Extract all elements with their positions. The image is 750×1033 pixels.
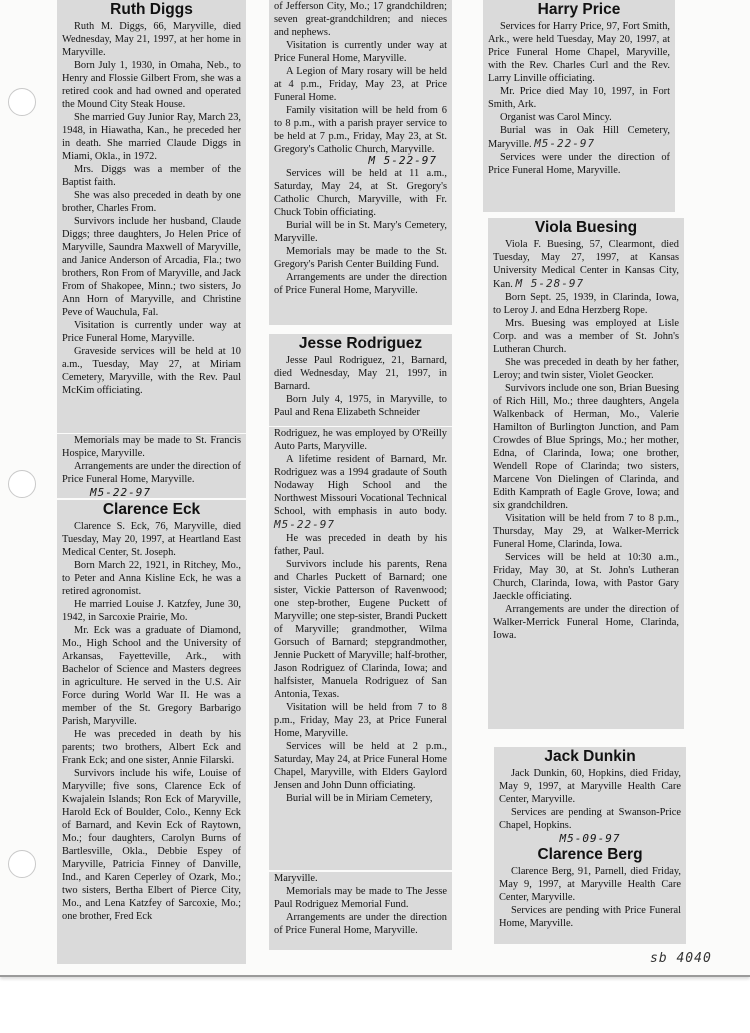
paragraph: Rodriguez, he was employed by O'Reilly Auto Parts, Maryville. [274, 428, 447, 452]
paragraph: Maryville. [274, 873, 318, 884]
paragraph: Mrs. Buesing was employed at Lisle Corp. and was a member of St. John's Lutheran Church. [493, 318, 679, 355]
obituary-jesse-rodriguez [269, 334, 452, 426]
handwritten-date-stamp: M5-22-97 [90, 486, 151, 498]
paragraph: He married Louise J. Katzfey, June 30, 1942, in Sarcoxie Prairie, Mo. [62, 599, 241, 623]
handwritten-date-stamp: M 5-22-97 [368, 154, 437, 167]
paragraph: Born July 1, 1930, in Omaha, Neb., to Henry and Flossie Gilbert From, she was a retired cook and had owned and operated the Mound City Steak House. [62, 60, 241, 110]
handwritten-date-stamp: M 5-28-97 [515, 277, 585, 290]
paragraph [493, 238, 679, 291]
paragraph: Jack Dunkin, 60, Hopkins, died Friday, May 9, 1997, at Maryville Health Care Center, Maryville. [499, 768, 681, 805]
obituary-clarence-eck-continued [269, 0, 452, 325]
punch-hole [8, 850, 36, 878]
obituary-viola-buesing [488, 218, 684, 729]
obituary-jesse-rodriguez-end [269, 872, 452, 950]
paragraph: Visitation is currently under way at Price Funeral Home, Maryville. [62, 320, 241, 344]
paragraph: Clarence S. Eck, 76, Maryville, died Tuesday, May 20, 1997, at Heartland East Medical Center, St. Joseph. [62, 521, 241, 558]
paragraph: Visitation will be held from 7 to 8 p.m., Friday, May 23, at Price Funeral Home, Maryville. [274, 702, 447, 739]
paragraph: Memorials may be made to St. Francis Hospice, Maryville. [62, 435, 241, 459]
paragraph: Visitation will be held from 7 to 8 p.m., Thursday, May 29, at Walker-Merrick Funeral Home, Clarinda, Iowa. [493, 513, 679, 550]
paragraph: Memorials may be made to the St. Gregory's Parish Center Building Fund. [274, 246, 447, 270]
obituary-title: Viola Buesing [534, 219, 638, 236]
paragraph: He was preceded in death by his father, Paul. [274, 533, 447, 557]
handwritten-date-stamp: M5-09-97 [559, 832, 621, 845]
paragraph: She was preceded in death by her father, Leroy; and twin sister, Violet Geocker. [493, 357, 679, 381]
paragraph-text: Viola F. Buesing, 57, Clearmont, died Tuesday, May 27, 1997, at Kansas University Medical Center in Kansas City, Kan. [493, 239, 679, 290]
obituary-clarence-eck [57, 500, 246, 964]
paragraph: Graveside services will be held at 10 a.m., Tuesday, May 27, at Miriam Cemetery, Maryville, with the Rev. Paul McKim officiating. [62, 346, 241, 396]
obituary-title: Jesse Rodriguez [298, 335, 423, 352]
obituary-harry-price [483, 0, 675, 212]
paragraph: Survivors include one son, Brian Buesing of Rich Hill, Mo.; three daughters, Angela Walkenback of Herman, Mo., Valerie Hamilton of Burlington Junction, and Pam Crowdes of Blue Springs, Mo.; her mother, Edna, of Clarinda, Iowa; one brother, Wendell Rope of Clarinda; two sisters, Marcene Von Dielingen of Clarinda, and Edith Kamprath of Eagle Grove, Iowa; and six grandchildren. [493, 383, 679, 511]
handwritten-date-stamp: M5-22-97 [274, 518, 335, 531]
paragraph: Survivors include his wife, Louise of Maryville; five sons, Clarence Eck of Kwajalein Islands; Ron Eck of Maryville, Harold Eck of Boulder, Colo., Kenny Eck of Barnard, and Kevin Eck of Raytown, Mo.; four daughters, Carolyn Burns of Bartlesville, Okla., Debbie Espey of Maryville, Patricia Finney of Danville, Ind., and Karen Ceperley of Ozark, Mo.; two sisters, Bertha Elbert of Pierce City, Mo., and Lena Katzfey of Sarcoxie, Mo.; one brother, Fred Eck [62, 768, 241, 922]
paragraph: Organist was Carol Mincy. [500, 112, 612, 123]
paragraph: Burial will be in St. Mary's Cemetery, Maryville. [274, 220, 447, 244]
paragraph: Born July 4, 1975, in Maryville, to Paul and Rena Elizabeth Schneider [274, 394, 447, 418]
obituary-ruth-diggs-continued [57, 434, 246, 498]
paragraph: Arrangements are under the direction of Price Funeral Home, Maryville. [274, 912, 447, 936]
paragraph: Born Sept. 25, 1939, in Clarinda, Iowa, to Leroy J. and Edna Herzberg Rope. [493, 292, 679, 316]
paragraph: She married Guy Junior Ray, March 23, 1948, in Hiawatha, Kan., he preceded her in death. She married Claude Diggs in Miami, Okla., in 1972. [62, 112, 241, 162]
obituary-title: Harry Price [537, 1, 621, 18]
paragraph: Mr. Eck was a graduate of Diamond, Mo., High School and the University of Arkansas, Fayetteville, Ark., with Bachelor of Science and Masters degrees in agriculture. He served in the U.S. Air Force during World War II. He was a member of the St. Gregory Barbarigo Parish, Maryville. [62, 625, 241, 727]
paragraph: Arrangements are under the direction of Price Funeral Home, Maryville. [62, 461, 241, 485]
paragraph: Mr. Price died May 10, 1997, in Fort Smith, Ark. [488, 86, 670, 110]
paragraph-text: Burial was in Oak Hill Cemetery, Maryville. [488, 125, 670, 150]
paragraph: Services will be held at 2 p.m., Saturday, May 24, at Price Funeral Home Chapel, Maryville, with Elders Gaylord Jensen and John Dunn officiating. [274, 741, 447, 791]
paragraph: Born March 22, 1921, in Ritchey, Mo., to Peter and Anna Kisline Eck, he was a retired agronomist. [62, 560, 241, 597]
paragraph: Memorials may be made to The Jesse Paul Rodriguez Memorial Fund. [274, 886, 447, 910]
paragraph: He was preceded in death by his parents; two brothers, Albert Eck and Frank Eck; and one sister, Annie Filarski. [62, 729, 241, 766]
paragraph: Services will be held at 10:30 a.m., Friday, May 30, at St. John's Lutheran Church, Clarinda, Iowa, with Pastor Gary Jaeckle officiating. [493, 552, 679, 602]
paragraph: She was also preceded in death by one brother, Charles From. [62, 190, 241, 214]
paragraph: Services are pending at Swanson-Price Chapel, Hopkins. [499, 807, 681, 831]
paragraph [488, 124, 670, 151]
paragraph: Mrs. Diggs was a member of the Baptist faith. [62, 164, 241, 188]
obituary-title: Clarence Eck [102, 501, 201, 518]
handwritten-page-reference: sb 4040 [650, 951, 712, 966]
paragraph: Survivors include his parents, Rena and Charles Puckett of Barnard; one sister, Vickie Patterson of Ravenwood; one step-brother, Eugene Puckett of Maryville; one step-sister, Brandi Puckett of Maryville; grandmother, Wilma Gorsuch of Barnard; stepgrandmother, Jennie Puckett of Maryville; half-brother, Jason Rodriguez of Clarinda, Iowa; and halfsister, Manuela Rodriguez of San Antonia, Texas. [274, 559, 448, 700]
handwritten-date-stamp: M5-22-97 [534, 137, 596, 150]
obituary-title: Clarence Berg [537, 846, 643, 863]
paragraph: Ruth M. Diggs, 66, Maryville, died Wednesday, May 21, 1997, at her home in Maryville. [62, 21, 241, 58]
paragraph [274, 453, 447, 532]
paragraph: Services are pending with Price Funeral Home, Maryville. [499, 905, 681, 929]
obituary-jack-dunkin-and-clarence-berg [494, 747, 686, 944]
obituary-ruth-diggs [57, 0, 246, 433]
paragraph: Jesse Paul Rodriguez, 21, Barnard, died Wednesday, May 21, 1997, in Barnard. [274, 355, 447, 392]
paragraph: of Jefferson City, Mo.; 17 grandchildren; seven great-grandchildren; and nieces and nephews. [274, 1, 447, 38]
obituary-title: Jack Dunkin [544, 748, 636, 765]
obituary-title: Ruth Diggs [110, 1, 193, 18]
paragraph: Clarence Berg, 91, Parnell, died Friday, May 9, 1997, at Maryville Health Care Center, Maryville. [499, 866, 681, 903]
paragraph: Visitation is currently under way at Price Funeral Home, Maryville. [274, 40, 447, 64]
paragraph-text: A lifetime resident of Barnard, Mr. Rodriguez was a 1994 gradaute of South Nodaway High School and the Northwest Missouri Vocational Technical School, with emphasis in auto body. [274, 454, 447, 517]
punch-hole [8, 470, 36, 498]
paragraph: Services were under the direction of Price Funeral Home, Maryville. [488, 152, 670, 176]
paragraph: Burial will be in Miriam Cemetery, [286, 793, 433, 804]
paragraph: Services for Harry Price, 97, Fort Smith, Ark., were held Tuesday, May 20, 1997, at Price Funeral Home Chapel, Maryville, with the Rev. Charles Curl and the Rev. Larry Linville officiating. [488, 21, 670, 84]
paragraph: Arrangements are under the direction of Price Funeral Home, Maryville. [274, 272, 447, 296]
punch-hole [8, 88, 36, 116]
paragraph: Services will be held at 11 a.m., Saturday, May 24, at St. Gregory's Catholic Church, Maryville, with Fr. Chuck Tobin officiating. [274, 168, 447, 218]
obituary-jesse-rodriguez-continued [269, 427, 452, 870]
paragraph: Family visitation will be held from 6 to 8 p.m., with a parish prayer service to be held at 7 p.m., Friday, May 23, at St. Gregory's Catholic Church, Maryville. [274, 105, 447, 155]
paragraph: Survivors include her husband, Claude Diggs; three daughters, Jo Helen Price of Maryville, Saundra Maxwell of Maryville, and Janice Anderson of Arcadia, Fla.; two brothers, Ron From of Maryville, and Jack From of Shakopee, Minn.; two sisters, Jo Ann Horn of Maryville, and Christine Peve of Wauchula, Fal. [62, 216, 241, 318]
paragraph: A Legion of Mary rosary will be held at 4 p.m., Friday, May 23, at Price Funeral Home. [274, 66, 447, 103]
paragraph: Arrangements are under the direction of Walker-Merrick Funeral Home, Clarinda, Iowa. [493, 604, 679, 641]
